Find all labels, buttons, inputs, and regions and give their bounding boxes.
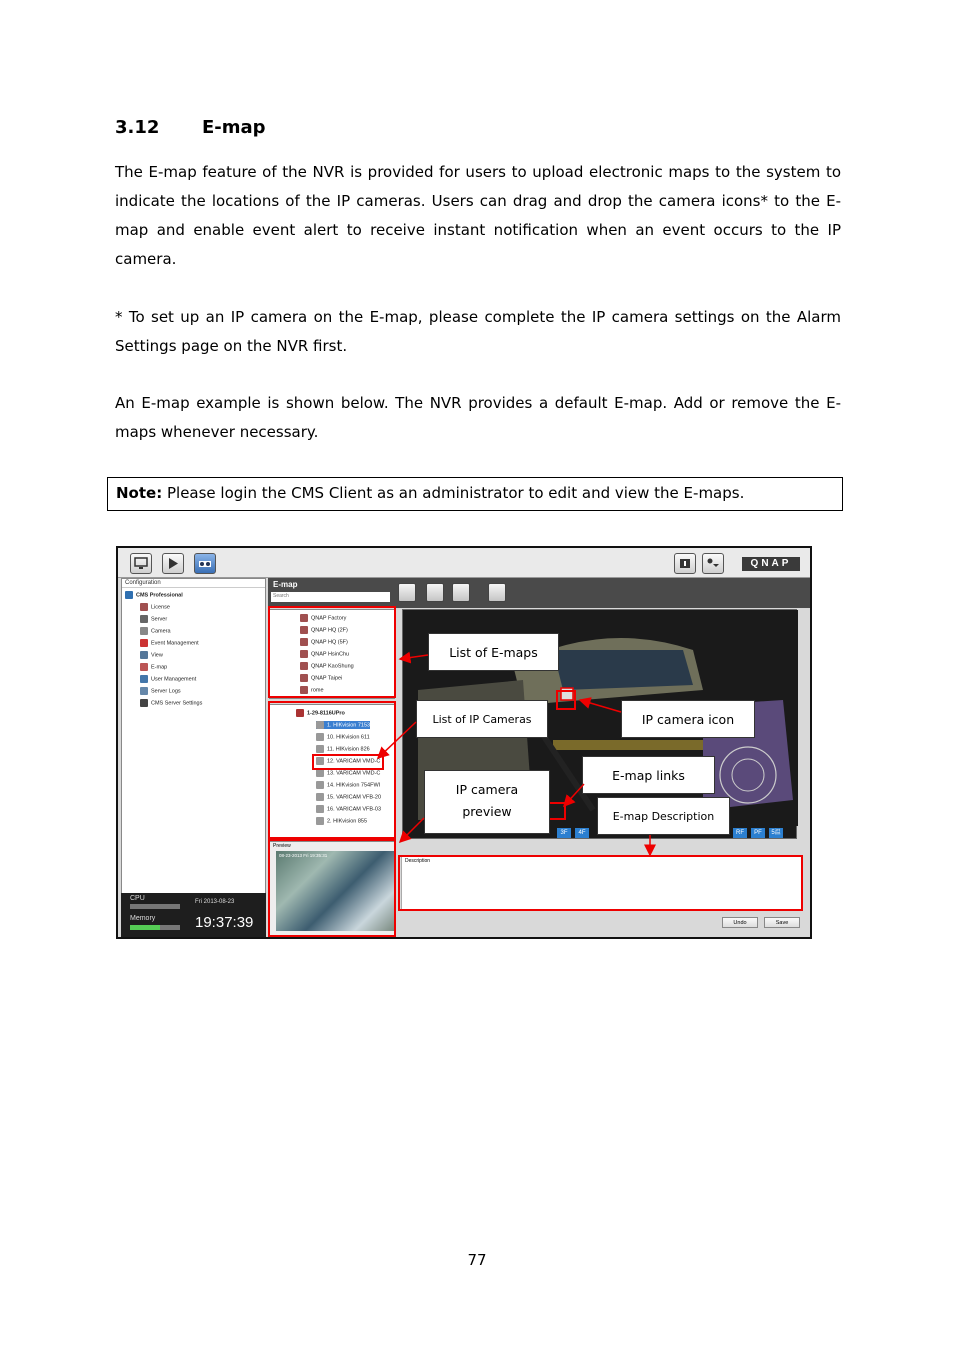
page-number: 77 — [467, 1251, 487, 1269]
tree-item-server[interactable]: Server — [140, 615, 167, 623]
map-item[interactable]: QNAP HQ (2F) — [300, 626, 348, 634]
tree-item-camera[interactable]: Camera — [140, 627, 171, 635]
floor-link[interactable]: RF — [733, 828, 747, 838]
note-text: Please login the CMS Client as an administrator to edit and view the E-maps. — [166, 484, 745, 502]
tree-item-cms[interactable]: CMS Professional — [125, 591, 183, 599]
memory-label: Memory — [130, 915, 156, 922]
note-label: Note: — [116, 484, 163, 502]
map-item[interactable]: rome — [300, 686, 324, 694]
tree-item-license[interactable]: License — [140, 603, 170, 611]
description-label: Description — [405, 858, 431, 864]
preview-timestamp: 08-23-2013 Fri 19:35:31 — [279, 853, 328, 858]
save-button[interactable]: Save — [764, 917, 800, 928]
qnap-logo: QNAP — [742, 557, 800, 571]
camera-item[interactable]: 2. HIKvision 855 — [316, 817, 367, 825]
floor-link[interactable]: PF — [751, 828, 765, 838]
emap-title: E-map — [273, 580, 298, 589]
map-item[interactable]: QNAP Factory — [300, 614, 346, 622]
map-item[interactable]: QNAP HQ (5F) — [300, 638, 348, 646]
map-item[interactable]: QNAP HsinChu — [300, 650, 349, 658]
section-number: 3.12 — [115, 117, 160, 138]
floor-link[interactable]: 3F — [557, 828, 571, 838]
intro-paragraph: The E-map feature of the NVR is provided for users to upload electronic maps to the system to indicate the locations of the IP cameras. Users can drag and drop the camera icons* to the E-map and enable event alert to receive instant notification when an event occurs to the IP camera. — [115, 163, 841, 268]
callout-emap-description: E-map Description — [597, 797, 730, 835]
setup-paragraph: * To set up an IP camera on the E-map, please complete the IP camera settings on the Alarm Settings page on the NVR first. — [115, 308, 841, 355]
camera-item[interactable]: 15. VARICAM VFB-20 — [316, 793, 381, 801]
section-title: E-map — [202, 117, 266, 138]
callout-camera-preview-line2: preview — [462, 804, 512, 819]
tree-item-server-logs[interactable]: Server Logs — [140, 687, 181, 695]
map-item[interactable]: QNAP KaoShung — [300, 662, 354, 670]
callout-emap-links: E-map links — [582, 756, 715, 794]
camera-item[interactable]: 12. VARICAM VMD-C — [316, 757, 380, 765]
camera-item[interactable]: 14. HIKvision 754FWI — [316, 781, 380, 789]
camera-item[interactable]: 13. VARICAM VMD-C — [316, 769, 380, 777]
callout-emap-list: List of E-maps — [428, 633, 559, 671]
search-input[interactable]: Search — [271, 592, 390, 602]
map-item[interactable]: QNAP Taipei — [300, 674, 342, 682]
tree-item-emap[interactable]: E-map — [140, 663, 167, 671]
nvr-server-item[interactable]: 1-29-8116UPro — [296, 709, 345, 717]
camera-item[interactable]: 11. HIKvision 826 — [316, 745, 370, 753]
floor-link[interactable]: 4F — [575, 828, 589, 838]
cpu-label: CPU — [130, 895, 145, 902]
camera-item[interactable]: 16. VARICAM VFB-03 — [316, 805, 381, 813]
tree-item-user-management[interactable]: User Management — [140, 675, 196, 683]
example-paragraph: An E-map example is shown below. The NVR provides a default E-map. Add or remove the E-maps whenever necessary. — [115, 394, 841, 441]
tree-item-event-management[interactable]: Event Management — [140, 639, 199, 647]
callout-camera-list: List of IP Cameras — [416, 700, 548, 738]
tree-item-cms-server-settings[interactable]: CMS Server Settings — [140, 699, 202, 707]
callout-camera-icon: IP camera icon — [621, 700, 755, 738]
floor-link[interactable]: 5温 — [769, 828, 783, 838]
status-date: Fri 2013-08-23 — [195, 899, 235, 905]
configuration-header: Configuration — [122, 579, 265, 588]
tree-item-view[interactable]: View — [140, 651, 163, 659]
preview-label: Preview — [273, 843, 291, 849]
callout-camera-preview-line1: IP camera — [455, 782, 519, 797]
status-clock: 19:37:39 — [195, 914, 254, 931]
camera-item[interactable]: 10. HIKvision 611 — [316, 733, 370, 741]
camera-item[interactable]: 1. HIKvision 7153 — [316, 721, 370, 729]
undo-button[interactable]: Undo — [722, 917, 758, 928]
